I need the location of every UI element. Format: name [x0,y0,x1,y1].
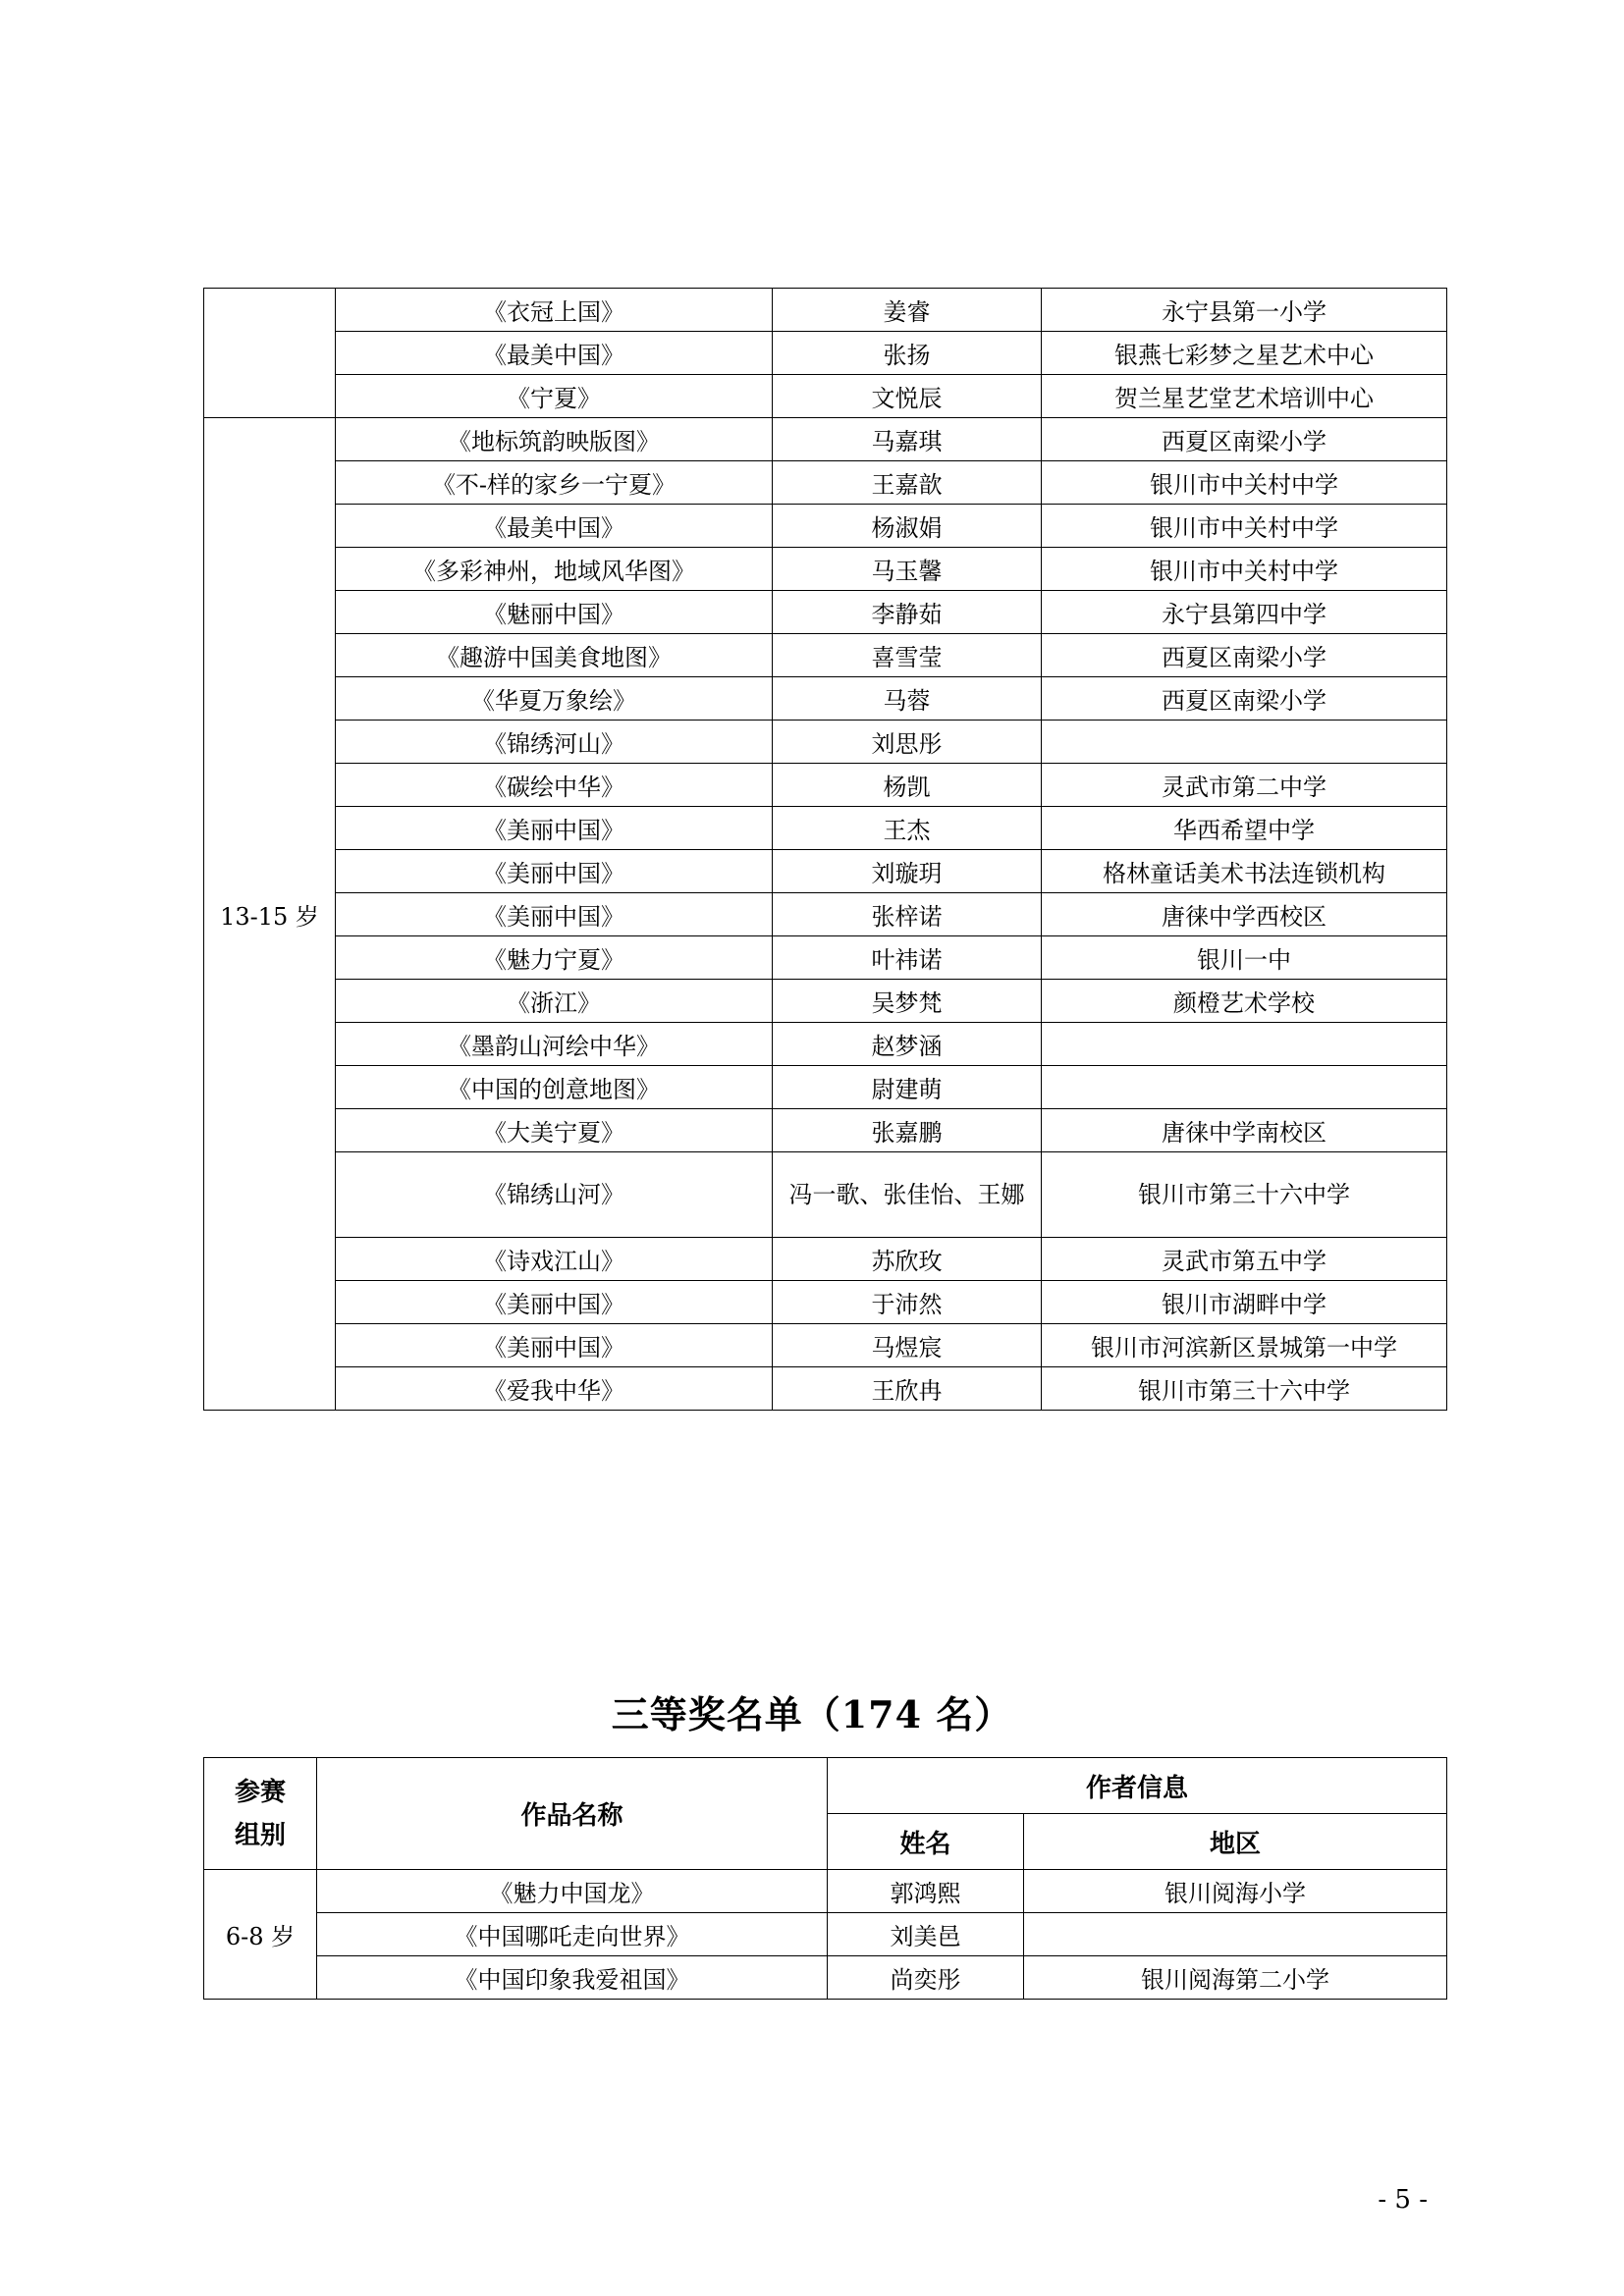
work-title-cell: 《魅丽中国》 [336,591,773,634]
work-title-cell: 《锦绣山河》 [336,1152,773,1238]
work-title-cell: 《爱我中华》 [336,1367,773,1411]
page-number: - 5 - [1378,2185,1428,2215]
work-title-cell: 《大美宁夏》 [336,1109,773,1152]
author-region-cell: 银川一中 [1042,936,1447,980]
author-region-cell: 永宁县第四中学 [1042,591,1447,634]
work-title-cell: 《地标筑韵映版图》 [336,418,773,461]
group-label-cell: 6-8 岁 [204,1870,317,2000]
author-name-cell: 于沛然 [773,1281,1042,1324]
table-row [204,332,1447,375]
author-name-cell: 马玉馨 [773,548,1042,591]
author-name-cell: 刘璇玥 [773,850,1042,893]
author-name-cell: 叶祎诺 [773,936,1042,980]
author-region-cell: 银川市中关村中学 [1042,505,1447,548]
author-name-cell: 杨淑娟 [773,505,1042,548]
author-name-cell: 吴梦梵 [773,980,1042,1023]
work-title-cell: 《中国印象我爱祖国》 [317,1956,828,2000]
work-title-cell: 《最美中国》 [336,332,773,375]
author-region-cell: 银川市河滨新区景城第一中学 [1042,1324,1447,1367]
table-row [204,1023,1447,1066]
table-row [204,1913,1447,1956]
author-region-cell: 银川市第三十六中学 [1042,1367,1447,1411]
table-row [204,1367,1447,1411]
group-label-cell: 13-15 岁 [204,418,336,1411]
table-row [204,850,1447,893]
author-region-cell: 颜橙艺术学校 [1042,980,1447,1023]
award-table-body [204,289,1447,1411]
section-title: 三等奖名单（174 名） [611,1692,1013,1736]
work-title-cell: 《锦绣河山》 [336,721,773,764]
work-title-cell: 《美丽中国》 [336,893,773,936]
table-row [204,548,1447,591]
author-region-cell: 银川阅海第二小学 [1024,1956,1447,2000]
table-row [204,591,1447,634]
table-row [204,936,1447,980]
author-region-cell: 贺兰星艺堂艺术培训中心 [1042,375,1447,418]
author-region-cell: 银川市第三十六中学 [1042,1152,1447,1238]
author-name-cell: 尉建萌 [773,1066,1042,1109]
table-row [204,980,1447,1023]
author-name-cell: 赵梦涵 [773,1023,1042,1066]
author-region-cell: 格林童话美术书法连锁机构 [1042,850,1447,893]
table-row [204,1281,1447,1324]
author-region-cell: 银川阅海小学 [1024,1870,1447,1913]
work-title-cell: 《魅力宁夏》 [336,936,773,980]
work-title-cell: 《墨韵山河绘中华》 [336,1023,773,1066]
work-title-cell: 《多彩神州，地域风华图》 [336,548,773,591]
author-region-cell: 银川市中关村中学 [1042,548,1447,591]
table-row [204,1324,1447,1367]
header-region: 地区 [1024,1814,1447,1870]
table-row [204,505,1447,548]
work-title-cell: 《美丽中国》 [336,1324,773,1367]
work-title-cell: 《衣冠上国》 [336,289,773,332]
author-name-cell: 王欣冉 [773,1367,1042,1411]
work-title-cell: 《中国哪吒走向世界》 [317,1913,828,1956]
work-title-cell: 《美丽中国》 [336,807,773,850]
author-name-cell: 姜睿 [773,289,1042,332]
author-name-cell: 马蓉 [773,677,1042,721]
author-name-cell: 王杰 [773,807,1042,850]
author-region-cell: 西夏区南梁小学 [1042,677,1447,721]
work-title-cell: 《不-样的家乡一宁夏》 [336,461,773,505]
table-row [204,1238,1447,1281]
table-row [204,807,1447,850]
author-name-cell: 尚奕彤 [828,1956,1024,2000]
table-row [204,677,1447,721]
author-region-cell: 银川市中关村中学 [1042,461,1447,505]
work-title-cell: 《华夏万象绘》 [336,677,773,721]
author-name-cell: 马嘉琪 [773,418,1042,461]
third-prize-table-body [204,1870,1447,2000]
third-prize-table [203,1757,1447,2000]
author-region-cell [1042,1066,1447,1109]
table-row [204,1066,1447,1109]
table-row [204,893,1447,936]
author-name-cell: 冯一歌、张佳怡、王娜 [773,1152,1042,1238]
author-region-cell: 银燕七彩梦之星艺术中心 [1042,332,1447,375]
author-name-cell: 郭鸿熙 [828,1870,1024,1913]
table-row [204,1956,1447,2000]
author-region-cell: 唐徕中学南校区 [1042,1109,1447,1152]
table-row [204,461,1447,505]
author-name-cell: 喜雪莹 [773,634,1042,677]
work-title-cell: 《美丽中国》 [336,1281,773,1324]
table-row [204,764,1447,807]
group-cell-empty [204,289,336,418]
author-region-cell: 永宁县第一小学 [1042,289,1447,332]
work-title-cell: 《最美中国》 [336,505,773,548]
author-name-cell: 马煜宸 [773,1324,1042,1367]
table-row [204,1152,1447,1238]
author-name-cell: 王嘉歆 [773,461,1042,505]
work-title-cell: 《趣游中国美食地图》 [336,634,773,677]
work-title-cell: 《魅力中国龙》 [317,1870,828,1913]
award-table-continued [203,288,1447,1411]
author-name-cell: 刘美邑 [828,1913,1024,1956]
work-title-cell: 《诗戏江山》 [336,1238,773,1281]
work-title-cell: 《中国的创意地图》 [336,1066,773,1109]
author-name-cell: 刘思彤 [773,721,1042,764]
author-region-cell [1042,721,1447,764]
author-region-cell [1024,1913,1447,1956]
author-name-cell: 张扬 [773,332,1042,375]
author-name-cell: 文悦辰 [773,375,1042,418]
header-work: 作品名称 [317,1758,828,1870]
author-region-cell: 西夏区南梁小学 [1042,634,1447,677]
author-region-cell: 西夏区南梁小学 [1042,418,1447,461]
author-region-cell: 华西希望中学 [1042,807,1447,850]
author-region-cell: 银川市湖畔中学 [1042,1281,1447,1324]
work-title-cell: 《浙江》 [336,980,773,1023]
table-row [204,289,1447,332]
table-row [204,1870,1447,1913]
author-region-cell: 灵武市第二中学 [1042,764,1447,807]
table-row [204,418,1447,461]
author-name-cell: 张嘉鹏 [773,1109,1042,1152]
work-title-cell: 《宁夏》 [336,375,773,418]
table-row [204,1109,1447,1152]
table-row [204,634,1447,677]
header-name: 姓名 [828,1814,1024,1870]
work-title-cell: 《美丽中国》 [336,850,773,893]
work-title-cell: 《碳绘中华》 [336,764,773,807]
table-row [204,375,1447,418]
author-name-cell: 苏欣玫 [773,1238,1042,1281]
table-row [204,721,1447,764]
author-name-cell: 张梓诺 [773,893,1042,936]
author-name-cell: 李静茹 [773,591,1042,634]
author-name-cell: 杨凯 [773,764,1042,807]
author-region-cell: 灵武市第五中学 [1042,1238,1447,1281]
header-group-label: 参赛组别 [234,1777,286,1850]
header-author-info: 作者信息 [828,1758,1447,1814]
author-region-cell: 唐徕中学西校区 [1042,893,1447,936]
author-region-cell [1042,1023,1447,1066]
header-group [204,1758,317,1870]
